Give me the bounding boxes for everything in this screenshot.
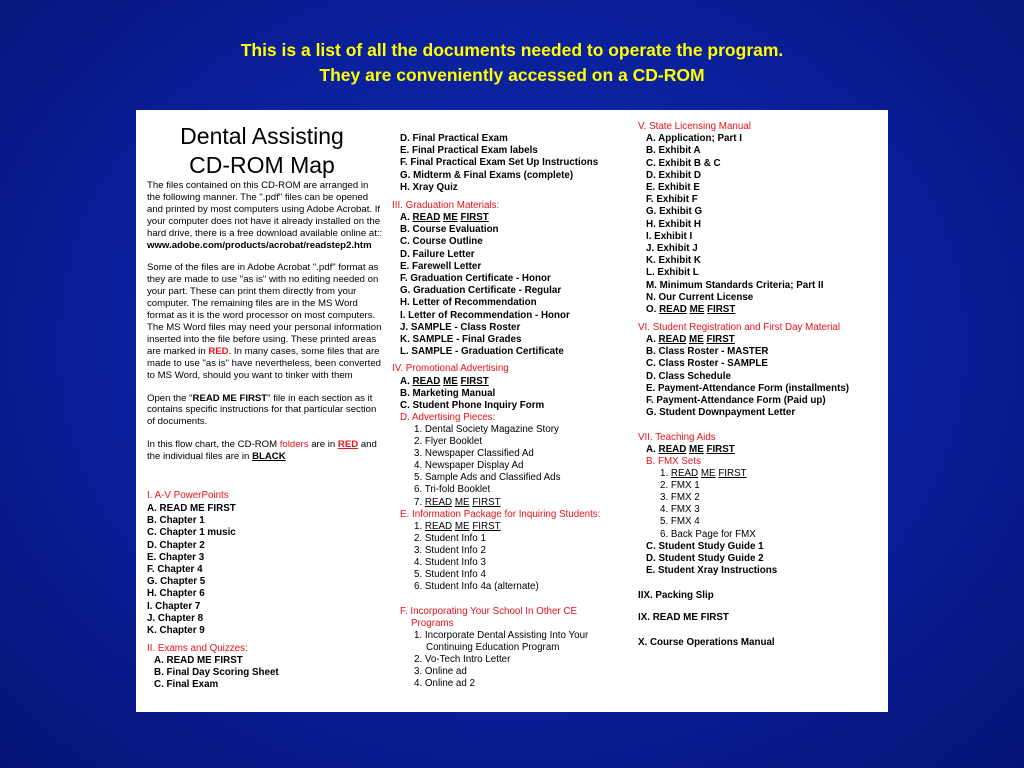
list-item: 2. FMX 1 xyxy=(660,480,700,491)
list-item: E. Exhibit E xyxy=(646,182,700,193)
intro-p4-red: RED xyxy=(337,439,359,451)
intro-p4-text-c: and the individual files are in xyxy=(147,439,377,463)
list-item: C. Student Phone Inquiry Form xyxy=(400,400,545,411)
list-item: C. Exhibit B & C xyxy=(646,158,721,169)
list-item: D. Student Study Guide 2 xyxy=(646,553,764,564)
section-exams-quizzes: II. Exams and Quizzes: xyxy=(147,643,248,654)
list-item: K. Chapter 9 xyxy=(147,625,205,636)
intro-p3-text-a: Open the " xyxy=(147,392,193,404)
list-item: G. Chapter 5 xyxy=(147,576,206,587)
list-item: D. Class Schedule xyxy=(646,371,731,382)
list-item-readme: 1. READ ME FIRST xyxy=(414,521,501,532)
list-item: L. SAMPLE - Graduation Certificate xyxy=(400,346,564,357)
section-course-operations: X. Course Operations Manual xyxy=(638,637,775,648)
title-line-1: Dental Assisting xyxy=(180,123,344,149)
list-item: H. Xray Quiz xyxy=(400,182,458,193)
list-item: B. Exhibit A xyxy=(646,145,701,156)
intro-p4-text-b: are in xyxy=(308,439,338,451)
list-item: J. Chapter 8 xyxy=(147,613,204,624)
list-item-readme: A. READ ME FIRST xyxy=(400,376,489,387)
list-item: I. Chapter 7 xyxy=(147,601,201,612)
list-item: L. Exhibit L xyxy=(646,267,699,278)
list-item: 5. Student Info 4 xyxy=(414,569,486,580)
list-item: 6. Back Page for FMX xyxy=(660,529,756,540)
title-line-2: CD-ROM Map xyxy=(189,152,335,178)
list-item: M. Minimum Standards Criteria; Part II xyxy=(646,280,824,291)
intro-p1-text: The files contained on this CD-ROM are arranged in the following manner. The ".pdf" files can be opened and printed by most computers using Adobe Acrobat. If your computer does not have it already installed on the hard drive, there is a free download available online at:: xyxy=(147,180,383,239)
list-item: 4. Student Info 3 xyxy=(414,557,486,568)
list-item: C. Course Outline xyxy=(400,236,483,247)
list-item: B. Class Roster - MASTER xyxy=(646,346,769,357)
list-item: H. Chapter 6 xyxy=(147,588,205,599)
intro-paragraph-1 xyxy=(147,180,383,251)
list-item: I. Letter of Recommendation - Honor xyxy=(400,310,570,321)
list-item: 4. Newspaper Display Ad xyxy=(414,460,524,471)
list-item: 1. Dental Society Magazine Story xyxy=(414,424,559,435)
list-item: 3. FMX 2 xyxy=(660,492,700,503)
list-item: I. Exhibit I xyxy=(646,231,693,242)
section-teaching-aids: VII. Teaching Aids xyxy=(638,432,716,443)
list-item: B. Marketing Manual xyxy=(400,388,496,399)
list-item: E. Payment-Attendance Form (installments) xyxy=(646,383,850,394)
intro-p4-text-a: In this flow chart, the CD-ROM xyxy=(147,439,280,451)
list-item: 5. Sample Ads and Classified Ads xyxy=(414,472,561,483)
list-item: E. Chapter 3 xyxy=(147,552,205,563)
list-item-readme: O. READ ME FIRST xyxy=(646,304,736,315)
list-item: D. Chapter 2 xyxy=(147,540,205,551)
list-item: H. Letter of Recommendation xyxy=(400,297,537,308)
list-item: G. Exhibit G xyxy=(646,206,703,217)
section-packing-slip: IIX. Packing Slip xyxy=(638,590,714,601)
list-item: C. Student Study Guide 1 xyxy=(646,541,764,552)
list-item: G. Midterm & Final Exams (complete) xyxy=(400,170,574,181)
list-item: D. Failure Letter xyxy=(400,249,475,260)
list-item: F. Final Practical Exam Set Up Instructions xyxy=(400,157,599,168)
list-item-readme: 7. READ ME FIRST xyxy=(414,497,501,508)
section-av-powerpoints: I. A-V PowerPoints xyxy=(147,490,229,501)
folder-information-package: E. Information Package for Inquiring Students: xyxy=(400,509,601,520)
intro-p3-text-b: " file in each section as it contains specific instructions for that particular section of documents. xyxy=(147,392,377,428)
header-line-2: They are conveniently accessed on a CD-ROM xyxy=(319,65,705,85)
list-item: B. Course Evaluation xyxy=(400,224,499,235)
list-item-readme: A. READ ME FIRST xyxy=(400,212,489,223)
list-item: 4. Online ad 2 xyxy=(414,678,476,689)
list-item: 2. Vo-Tech Intro Letter xyxy=(414,654,511,665)
intro-p3-bold: READ ME FIRST xyxy=(192,392,268,404)
list-item: 5. FMX 4 xyxy=(660,516,700,527)
list-item: J. Exhibit J xyxy=(646,243,698,254)
intro-p2-text-a: Some of the files are in Adobe Acrobat ".pdf" format as they are made to use "as is" with no editing needed on your part. These can print them directly from your computer. The remaining files are in the MS Word format as it is the word processor on most computers. The MS Word files may need your personal information inserted into the file before using. These printed areas are marked in xyxy=(147,262,382,357)
list-item: 6. Student Info 4a (alternate) xyxy=(414,581,539,592)
list-item: F. Payment-Attendance Form (Paid up) xyxy=(646,395,826,406)
intro-paragraph-3 xyxy=(147,393,383,429)
list-item: 1. Incorporate Dental Assisting Into Your xyxy=(414,630,589,641)
list-item: C. Final Exam xyxy=(154,679,219,690)
section-state-licensing: V. State Licensing Manual xyxy=(638,121,751,132)
list-item: G. Graduation Certificate - Regular xyxy=(400,285,562,296)
list-item: J. SAMPLE - Class Roster xyxy=(400,322,521,333)
list-item: C. Chapter 1 music xyxy=(147,527,236,538)
folder-incorporating-school-cont: Programs xyxy=(411,618,454,629)
list-item: A. Application; Part I xyxy=(646,133,742,144)
section-graduation-materials: III. Graduation Materials: xyxy=(392,200,500,211)
adobe-url: www.adobe.com/products/acrobat/readstep2.htm xyxy=(147,239,372,251)
list-item: 6. Tri-fold Booklet xyxy=(414,484,491,495)
list-item: A. READ ME FIRST xyxy=(147,503,236,514)
list-item-readme: 1. READ ME FIRST xyxy=(660,468,747,479)
cdrom-map-document xyxy=(136,110,888,712)
list-item: K. Exhibit K xyxy=(646,255,701,266)
list-item: A. READ ME FIRST xyxy=(154,655,243,666)
document-title xyxy=(147,122,377,180)
list-item: F. Chapter 4 xyxy=(147,564,203,575)
section-read-me-first: IX. READ ME FIRST xyxy=(638,612,729,623)
list-item: C. Class Roster - SAMPLE xyxy=(646,358,768,369)
list-item: 3. Newspaper Classified Ad xyxy=(414,448,534,459)
list-item: H. Exhibit H xyxy=(646,219,701,230)
intro-p2-text-b: . In many cases, some files that are made to use "as is" have nevertheless, been converted to MS Word, should you want to tinker with them xyxy=(147,345,382,381)
folder-advertising-pieces: D. Advertising Pieces: xyxy=(400,412,496,423)
list-item-readme: A. READ ME FIRST xyxy=(646,334,735,345)
list-item: 2. Student Info 1 xyxy=(414,533,486,544)
list-item: E. Student Xray Instructions xyxy=(646,565,778,576)
intro-paragraph-2 xyxy=(147,262,383,381)
list-item: K. SAMPLE - Final Grades xyxy=(400,334,522,345)
intro-p4-folders: folders xyxy=(279,439,309,451)
list-item: E. Farewell Letter xyxy=(400,261,482,272)
list-item: E. Final Practical Exam labels xyxy=(400,145,538,156)
list-item-cont: Continuing Education Program xyxy=(426,642,560,653)
section-student-registration: VI. Student Registration and First Day Material xyxy=(638,322,841,333)
list-item: F. Graduation Certificate - Honor xyxy=(400,273,551,284)
list-item: 2. Flyer Booklet xyxy=(414,436,483,447)
folder-incorporating-school: F. Incorporating Your School In Other CE xyxy=(400,606,577,617)
list-item: D. Final Practical Exam xyxy=(400,133,508,144)
section-promotional-advertising: IV. Promotional Advertising xyxy=(392,363,509,374)
list-item: 3. Online ad xyxy=(414,666,467,677)
list-item: 4. FMX 3 xyxy=(660,504,700,515)
list-item: D. Exhibit D xyxy=(646,170,701,181)
list-item-readme: A. READ ME FIRST xyxy=(646,444,735,455)
intro-p2-red-word: RED xyxy=(208,345,229,357)
list-item: B. Final Day Scoring Sheet xyxy=(154,667,279,678)
list-item: F. Exhibit F xyxy=(646,194,698,205)
intro-text xyxy=(147,180,383,474)
list-item: 3. Student Info 2 xyxy=(414,545,486,556)
folder-fmx-sets: B. FMX Sets xyxy=(646,456,701,467)
list-item: G. Student Downpayment Letter xyxy=(646,407,796,418)
slide-header xyxy=(0,38,1024,88)
intro-paragraph-4 xyxy=(147,439,383,463)
list-item: B. Chapter 1 xyxy=(147,515,205,526)
list-item: N. Our Current License xyxy=(646,292,754,303)
header-line-1: This is a list of all the documents needed to operate the program. xyxy=(240,40,784,60)
intro-p4-black: BLACK xyxy=(252,451,286,463)
